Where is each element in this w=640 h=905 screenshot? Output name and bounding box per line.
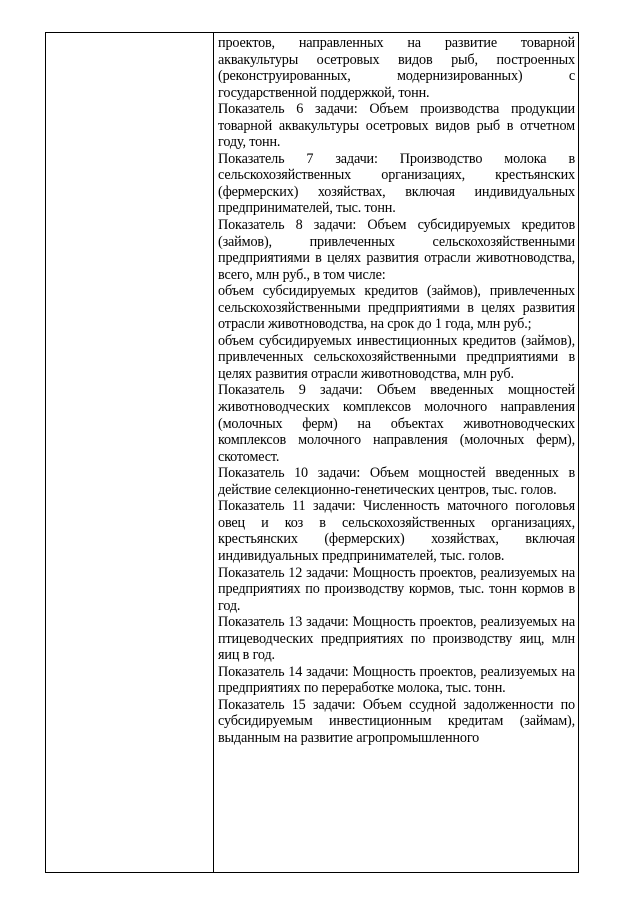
table-left-cell: [46, 33, 214, 872]
paragraph: проектов, направленных на развитие товарной аквакультуры осетровых видов рыб, построенных (реконструированных, модернизированных) с государственной поддержкой, тонн.: [218, 35, 575, 101]
paragraph: Показатель 6 задачи: Объем производства продукции товарной аквакультуры осетровых видов рыб в отчетном году, тонн.: [218, 101, 575, 151]
paragraph: объем субсидируемых кредитов (займов), привлеченных сельскохозяйственными предприятиями в целях развития отрасли животноводства, на срок до 1 года, млн руб.;: [218, 283, 575, 333]
paragraph: Показатель 13 задачи: Мощность проектов, реализуемых на птицеводческих предприятиях по производству яиц, млн яиц в год.: [218, 614, 575, 664]
paragraph: Показатель 14 задачи: Мощность проектов, реализуемых на предприятиях по переработке молока, тыс. тонн.: [218, 663, 575, 697]
table-right-cell: [214, 33, 578, 872]
paragraph: Показатель 7 задачи: Производство молока в сельскохозяйственных организациях, крестьянских (фермерских) хозяйствах, включая индивидуальных предпринимателей, тыс. тонн.: [218, 150, 575, 217]
paragraph: Показатель 8 задачи: Объем субсидируемых кредитов (займов), привлеченных сельскохозяйственными предприятиями в целях развития отрасли животноводства, всего, млн руб., в том числе:: [218, 217, 575, 283]
paragraph: объем субсидируемых инвестиционных кредитов (займов), привлеченных сельскохозяйственными предприятиями в целях развития отрасли животноводства, млн руб.: [218, 332, 575, 382]
paragraph: Показатель 15 задачи: Объем ссудной задолженности по субсидируемым инвестиционным кредитам (займам), выданным на развитие агропромышленного: [218, 696, 575, 746]
paragraph: Показатель 10 задачи: Объем мощностей введенных в действие селекционно-генетических центров, тыс. голов.: [218, 465, 575, 498]
paragraph: Показатель 12 задачи: Мощность проектов, реализуемых на предприятиях по производству кормов, тыс. тонн кормов в год.: [218, 564, 575, 614]
document-table: [45, 32, 579, 873]
paragraph: Показатель 11 задачи: Численность маточного поголовья овец и коз в сельскохозяйственных организациях, крестьянских (фермерских) хозяйствах, включая индивидуальных предпринимателей, тыс. голов.: [218, 498, 575, 564]
paragraph: Показатель 9 задачи: Объем введенных мощностей животноводческих комплексов молочного направления (молочных ферм) на объектах животноводческих комплексов молочного направления (молочных ферм), скотомест.: [218, 382, 575, 465]
